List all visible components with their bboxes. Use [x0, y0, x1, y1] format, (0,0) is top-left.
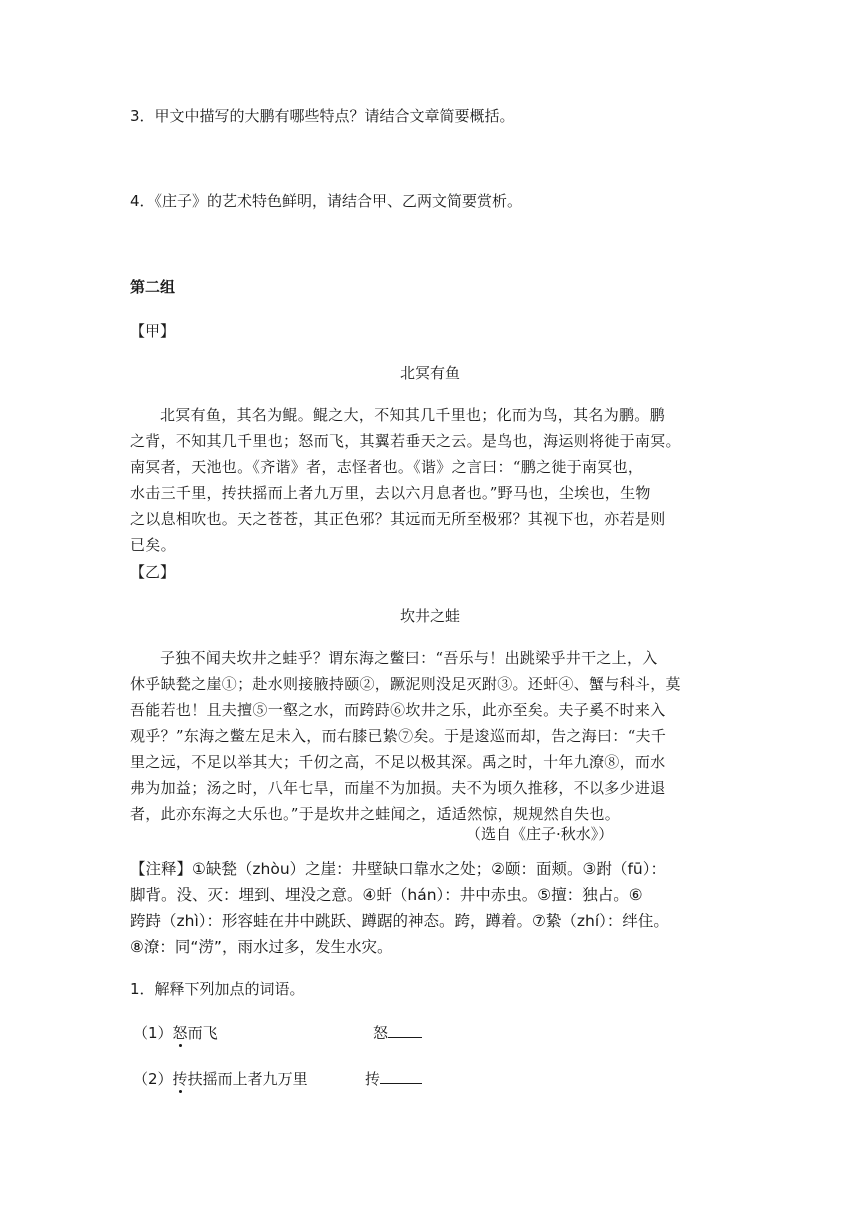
- answer-blank[interactable]: [388, 1022, 422, 1038]
- annotation-line: 脚背。没、灭：埋到、埋没之意。④虷（hán）：井中赤虫。⑤擅：独占。⑥: [130, 886, 643, 904]
- jia-line: 之以息相吹也。天之苍苍，其正色邪？其远而无所至极邪？其视下也，亦若是则: [130, 510, 666, 528]
- yi-line: 弗为加益；汤之时，八年七旱，而崖不为加损。夫不为顷久推移，不以多少进退: [130, 779, 666, 797]
- answer-blank[interactable]: [380, 1068, 422, 1084]
- yi-line: 休乎缺甃之崖①；赴水则接腋持颐②，蹶泥则没足灭跗③。还虷④、蟹与科斗，莫: [130, 675, 681, 693]
- yi-passage: [130, 645, 730, 827]
- yi-line: 子独不闻夫坎井之蛙乎？谓东海之鳖曰：“吾乐与！出跳梁乎井干之上，入: [160, 649, 658, 667]
- answer-prompt: 怒: [373, 1024, 389, 1042]
- group-title: 第二组: [130, 278, 176, 296]
- jia-line: 已矣。: [130, 536, 176, 554]
- yi-line: 里之远，不足以举其大；千仞之高，不足以极其深。禹之时，十年九潦⑧，而水: [130, 753, 666, 771]
- jia-line: 北冥有鱼，其名为鲲。鲲之大，不知其几千里也；化而为鸟，其名为鹏。鹏: [160, 406, 665, 424]
- sub-item-2: [133, 1068, 308, 1089]
- dotted-character: 抟: [172, 1070, 188, 1088]
- jia-label: 【甲】: [130, 322, 176, 340]
- sub-item-number: （2）: [133, 1070, 173, 1088]
- sub-item-1: [133, 1022, 218, 1043]
- yi-passage-title: 坎井之蛙: [399, 607, 460, 625]
- sub-item-text: 扶摇而上者九万里: [187, 1070, 308, 1088]
- annotation-line: 跨跱（zhì）：形容蛙在井中跳跃、蹲踞的神态。跨，蹲着。⑦絷（zhí）：绊住。: [130, 912, 669, 930]
- question-3: 3．甲文中描写的大鹏有哪些特点？请结合文章简要概括。: [130, 107, 515, 125]
- jia-line: 之背，不知其几千里也；怒而飞，其翼若垂天之云。是鸟也，海运则将徙于南冥。: [130, 432, 681, 450]
- yi-line: 吾能若也！且夫擅⑤一壑之水，而跨跱⑥坎井之乐，此亦至矣。夫子奚不时来入: [130, 701, 666, 719]
- annotations: [130, 856, 730, 960]
- answer-2: [365, 1068, 422, 1089]
- source-citation: （选自《庄子·秋水》）: [466, 825, 614, 843]
- sub-item-text: 而飞: [187, 1024, 218, 1042]
- sub-item-number: （1）: [133, 1024, 173, 1042]
- jia-passage-title: 北冥有鱼: [399, 364, 460, 382]
- annotation-line: ⑧潦：同“涝”，雨水过多，发生水灾。: [130, 938, 393, 956]
- question-4: 4．《庄子》的艺术特色鲜明，请结合甲、乙两文简要赏析。: [130, 192, 523, 210]
- annotation-line: 【注释】①缺甃（zhòu）之崖：井壁缺口靠水之处；②颐：面颊。③跗（fū）：: [130, 860, 666, 878]
- yi-line: 者，此亦东海之大乐也。”于是坎井之蛙闻之，适适然惊，规规然自失也。: [130, 805, 621, 823]
- dotted-character: 怒: [172, 1024, 188, 1042]
- yi-line: 观乎？”东海之鳖左足未入，而右膝已絷⑦矣。于是逡巡而却，告之海曰：“夫千: [130, 727, 667, 745]
- answer-prompt: 抟: [365, 1070, 381, 1088]
- jia-line: 南冥者，天池也。《齐谐》者，志怪者也。《谐》之言曰：“鹏之徙于南冥也，: [130, 458, 644, 476]
- answer-1: [373, 1022, 422, 1043]
- jia-line: 水击三千里，抟扶摇而上者九万里，去以六月息者也。”野马也，尘埃也，生物: [130, 484, 651, 502]
- jia-passage: [130, 402, 730, 558]
- yi-label: 【乙】: [130, 563, 176, 581]
- question-1: 1．解释下列加点的词语。: [130, 980, 305, 998]
